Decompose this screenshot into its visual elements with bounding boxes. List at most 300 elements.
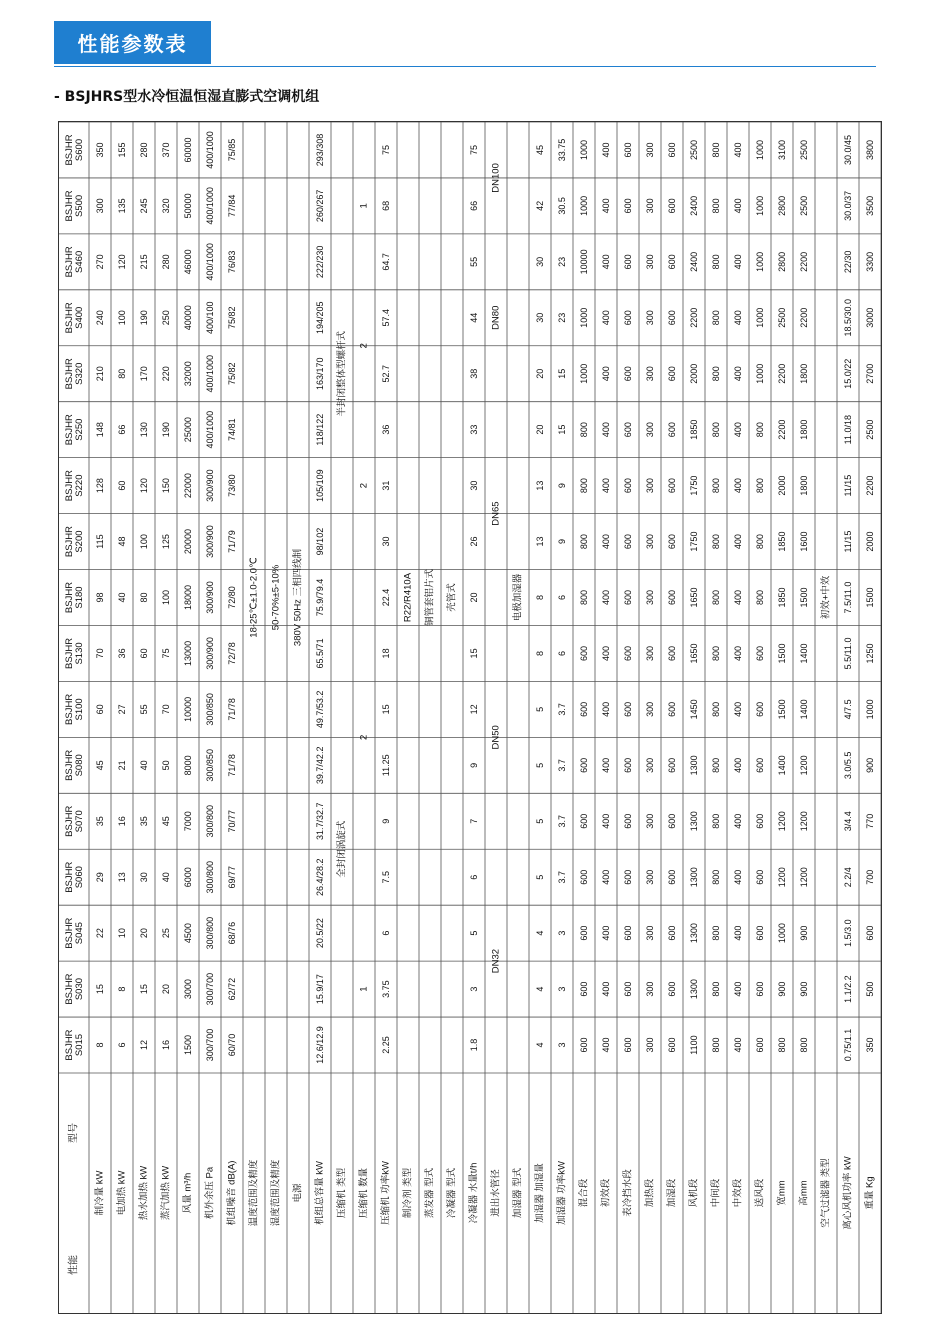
spec-value: 3300 <box>865 251 875 272</box>
spec-value: 15 <box>469 648 479 659</box>
spec-value: 600 <box>667 757 677 773</box>
spec-value: 800 <box>579 534 589 550</box>
spec-value: 10000 <box>579 249 589 275</box>
spec-value: 2500 <box>777 307 787 328</box>
spec-value: 300 <box>645 1037 655 1053</box>
spec-value: 400 <box>733 142 743 158</box>
spec-value: 300/900 <box>205 525 215 558</box>
spec-value: 210 <box>95 366 105 382</box>
spec-value: 20 <box>161 984 171 995</box>
spec-value: 30 <box>535 256 545 267</box>
spec-value: 400 <box>601 757 611 773</box>
spec-value: 1500 <box>777 643 787 664</box>
spec-value: 400 <box>733 534 743 550</box>
spec-value: 11/15 <box>843 474 853 497</box>
spec-value: 25 <box>161 928 171 939</box>
spec-value: 70/77 <box>227 809 237 833</box>
spec-value: 30 <box>139 872 149 883</box>
spec-value: 72/80 <box>227 586 237 609</box>
spec-value: 13 <box>535 480 545 491</box>
spec-value: 600 <box>623 589 633 606</box>
spec-value: 18 <box>381 648 391 659</box>
spec-value: 30 <box>381 536 391 547</box>
spec-value: 8 <box>535 594 545 601</box>
spec-value: 1650 <box>689 643 699 664</box>
spec-value: 400 <box>601 478 611 494</box>
model-name: BSJHRS460 <box>63 246 85 278</box>
spec-value: 148 <box>95 422 105 438</box>
spec-value: 400 <box>733 981 743 997</box>
spec-value: 62/72 <box>227 977 237 1001</box>
spec-value: 70 <box>161 704 171 715</box>
spec-value: 600 <box>623 645 633 661</box>
property-label: 风量 m³/h <box>182 1172 194 1214</box>
spec-value: 300/800 <box>205 860 215 894</box>
spec-value: 60 <box>117 480 127 491</box>
spec-value: 260/267 <box>315 189 325 223</box>
spec-value: 400 <box>601 925 611 941</box>
spec-value: 69/77 <box>227 865 237 889</box>
spec-value: 30.0/37 <box>843 190 853 221</box>
spec-value: 33 <box>469 424 479 435</box>
spec-value: 300 <box>645 981 655 997</box>
spec-value: 2200 <box>799 307 809 328</box>
spec-value: 16 <box>117 816 127 827</box>
spec-value: 1750 <box>689 531 699 552</box>
spec-value: 400 <box>601 142 611 158</box>
spec-value: 400 <box>733 813 743 829</box>
spec-value: 1000 <box>865 699 875 720</box>
spec-value: 75.9/79.4 <box>315 578 325 617</box>
product-subtitle: - BSJHRS型水冷恒温恒湿直膨式空调机组 <box>54 89 320 105</box>
model-name: BSJHRS180 <box>63 581 85 614</box>
spec-value: 300/850 <box>205 749 215 782</box>
spec-value: 400 <box>733 925 743 941</box>
spec-value: 60000 <box>183 137 193 163</box>
property-label: 初效段 <box>600 1178 612 1208</box>
spec-value: 120 <box>117 254 127 270</box>
spec-value: 300 <box>645 422 655 438</box>
spec-value: 400 <box>733 422 743 438</box>
spec-value: 8000 <box>183 755 193 776</box>
spec-value: 12 <box>469 704 479 715</box>
spec-value: 300 <box>645 701 655 717</box>
spec-value: 600 <box>623 366 633 382</box>
spec-value: 2200 <box>777 363 787 384</box>
spec-value: 400 <box>733 1037 743 1053</box>
spec-value: 2400 <box>689 195 699 216</box>
spec-value: 222/230 <box>315 245 325 279</box>
spec-value: 16 <box>161 1040 171 1051</box>
spec-value: 100 <box>161 589 171 606</box>
spec-value: 4 <box>535 930 545 936</box>
model-name: BSJHRS045 <box>63 917 85 949</box>
property-label: 宽mm <box>776 1180 788 1206</box>
spec-value: 800 <box>711 757 721 773</box>
spec-value: 31 <box>381 480 391 491</box>
spec-value: 800 <box>711 142 721 158</box>
spec-value: 49.7/53.2 <box>315 690 325 729</box>
spec-value: 15 <box>381 704 391 715</box>
spec-value: 3.75 <box>381 980 391 998</box>
property-label: 加湿器 功率kW <box>556 1161 568 1225</box>
spec-value: 600 <box>667 1037 677 1053</box>
spec-value: 6 <box>469 874 479 880</box>
spec-value: 600 <box>623 422 633 438</box>
spec-value: 600 <box>579 813 589 829</box>
property-label: 中效段 <box>732 1178 744 1208</box>
spec-value: 1.1/2.2 <box>843 975 853 1003</box>
spec-value: 300 <box>645 589 655 606</box>
spec-value: 300/900 <box>205 637 215 670</box>
spec-value: 15 <box>95 984 105 995</box>
spec-group-value: 2 <box>358 734 370 741</box>
spec-value: 800 <box>777 1037 787 1053</box>
spec-value: 31.7/32.7 <box>315 802 325 841</box>
spec-value: 800 <box>711 310 721 326</box>
property-label: 中间段 <box>710 1178 722 1208</box>
spec-value: 150 <box>161 478 171 494</box>
spec-value: 20000 <box>183 529 193 555</box>
spec-value: 3.7 <box>557 815 567 828</box>
spec-value: 73/80 <box>227 474 237 497</box>
spec-value: 1450 <box>689 699 699 720</box>
spec-value: 400 <box>601 589 611 606</box>
spec-value: 20 <box>139 928 149 939</box>
spec-value: 1.5/3.0 <box>843 919 853 947</box>
spec-value: 600 <box>667 366 677 382</box>
spec-value: 5 <box>535 706 545 712</box>
spec-value: 900 <box>799 981 809 997</box>
spec-value: 125 <box>161 534 171 550</box>
property-label: 冷凝器 水量t/h <box>468 1162 480 1224</box>
spec-value: 71/79 <box>227 530 237 553</box>
spec-value: 40 <box>161 872 171 883</box>
spec-value: 55 <box>469 256 479 267</box>
spec-value: 600 <box>667 422 677 438</box>
spec-value: 1200 <box>799 867 809 888</box>
spec-value: 20.5/22 <box>315 918 325 949</box>
property-label: 电加热 kW <box>116 1170 128 1216</box>
model-name: BSJHRS080 <box>63 749 85 781</box>
model-name: BSJHRS250 <box>63 414 85 446</box>
spec-value: 600 <box>623 813 633 829</box>
spec-value: 3.7 <box>557 703 567 716</box>
spec-value: 600 <box>623 757 633 773</box>
spec-value: 75 <box>469 144 479 155</box>
spec-value: 33.75 <box>557 138 567 162</box>
spec-value: 600 <box>623 310 633 326</box>
spec-value: 600 <box>623 478 633 494</box>
spec-value: 600 <box>623 701 633 717</box>
spec-value: 600 <box>667 813 677 829</box>
spec-value: 1800 <box>799 419 809 440</box>
spec-value: 40 <box>117 592 127 603</box>
spec-value: 71/78 <box>227 754 237 777</box>
spec-value: 900 <box>865 757 875 773</box>
spec-value: 1300 <box>689 811 699 832</box>
spec-value: 800 <box>711 478 721 494</box>
property-label: 加湿段 <box>666 1178 678 1208</box>
spec-value: 3 <box>557 930 567 936</box>
spec-value: 400 <box>601 981 611 997</box>
spec-value: 1650 <box>689 587 699 608</box>
spec-value: 1200 <box>799 755 809 776</box>
spec-value: 42 <box>535 200 545 211</box>
spec-value: 1400 <box>799 699 809 720</box>
spec-value: 700 <box>865 869 875 885</box>
spec-value: 280 <box>139 142 149 158</box>
spec-value: 11.25 <box>381 754 391 777</box>
spec-value: 190 <box>161 422 171 438</box>
spec-value: 20 <box>469 592 479 603</box>
spec-value: 2800 <box>777 251 787 272</box>
spec-value: 4/7.5 <box>843 699 853 720</box>
spec-value: 9 <box>469 762 479 768</box>
spec-value: 1250 <box>865 643 875 664</box>
spec-value: 5 <box>469 930 479 936</box>
spec-value: 300/900 <box>205 469 215 502</box>
model-name: BSJHRS400 <box>63 302 85 334</box>
property-label: 温度范围及精度 <box>248 1159 260 1227</box>
spec-value: 800 <box>711 981 721 997</box>
spec-value: 800 <box>711 198 721 214</box>
property-label: 机组总容量 kW <box>314 1161 326 1225</box>
spec-value: 30.0/45 <box>843 134 853 165</box>
spec-value: 120 <box>139 478 149 494</box>
spec-value: 20 <box>535 424 545 435</box>
spec-value: 11/15 <box>843 530 853 553</box>
spec-value: 1100 <box>689 1035 699 1055</box>
spec-value: 6 <box>381 930 391 936</box>
spec-group-value: 全封闭涡旋式 <box>336 820 348 878</box>
property-label: 蒸发器 型式 <box>424 1167 436 1219</box>
spec-value: 1200 <box>799 811 809 832</box>
spec-value: 2500 <box>865 419 875 440</box>
spec-value: 1000 <box>755 251 765 272</box>
property-label: 送风段 <box>754 1178 766 1208</box>
spec-value: 2500 <box>689 139 699 160</box>
spec-value: 52.7 <box>381 364 391 383</box>
spec-value: 800 <box>711 366 721 382</box>
spec-value: 600 <box>755 981 765 997</box>
property-label: 进出水管径 <box>490 1169 502 1217</box>
spec-value: 600 <box>667 645 677 661</box>
spec-value: 100 <box>117 310 127 326</box>
spec-value: 155 <box>117 142 127 158</box>
spec-value: 80 <box>117 368 127 379</box>
spec-value: 400 <box>601 645 611 661</box>
spec-value: 800 <box>755 589 765 606</box>
spec-value: 1400 <box>777 755 787 776</box>
spec-group-value: DN50 <box>490 725 502 750</box>
spec-group-value: DN65 <box>490 501 502 526</box>
spec-value: 800 <box>711 813 721 829</box>
spec-value: 400/1000 <box>205 131 215 169</box>
model-name: BSJHRS500 <box>63 190 85 222</box>
spec-span-value: R22/R410A <box>402 572 414 623</box>
spec-value: 1300 <box>689 923 699 944</box>
spec-value: 800 <box>711 254 721 270</box>
model-name: BSJHRS600 <box>63 134 85 166</box>
spec-value: 4 <box>535 986 545 992</box>
spec-value: 800 <box>579 422 589 438</box>
spec-value: 300/900 <box>205 581 215 614</box>
model-name: BSJHRS060 <box>63 861 85 893</box>
spec-value: 770 <box>865 813 875 829</box>
spec-value: 128 <box>95 478 105 494</box>
spec-value: 20 <box>535 368 545 379</box>
spec-value: 46000 <box>183 249 193 275</box>
spec-value: 115 <box>95 534 105 549</box>
spec-value: 98/102 <box>315 527 325 556</box>
spec-value: 600 <box>623 925 633 941</box>
spec-value: 1600 <box>799 531 809 552</box>
spec-value: 9 <box>557 539 567 545</box>
spec-value: 600 <box>579 757 589 773</box>
spec-value: 400 <box>601 701 611 717</box>
spec-table-frame <box>58 121 882 1314</box>
property-label: 湿度范围及精度 <box>270 1159 282 1227</box>
spec-value: 1500 <box>799 587 809 608</box>
spec-value: 400 <box>733 478 743 494</box>
spec-value: 4500 <box>183 923 193 944</box>
spec-value: 800 <box>755 534 765 550</box>
property-label: 电源 <box>292 1183 304 1203</box>
spec-value: 300/800 <box>205 916 215 950</box>
spec-value: 6 <box>557 650 567 656</box>
spec-value: 15 <box>557 368 567 379</box>
spec-value: 15 <box>139 984 149 995</box>
spec-value: 1500 <box>183 1035 193 1056</box>
spec-value: 60/70 <box>227 1033 237 1057</box>
spec-value: 75/85 <box>227 138 237 162</box>
spec-value: 250 <box>161 310 171 326</box>
spec-value: 350 <box>95 142 105 158</box>
spec-value: 65.5/71 <box>315 638 325 669</box>
property-label: 重量 Kg <box>864 1176 876 1210</box>
spec-value: 1200 <box>777 867 787 888</box>
spec-value: 2700 <box>865 363 875 384</box>
spec-value: 1750 <box>689 475 699 496</box>
spec-value: 4 <box>535 1042 545 1048</box>
spec-value: 64.7 <box>381 253 391 271</box>
spec-value: 194/205 <box>315 301 325 335</box>
spec-value: 3/4.4 <box>843 811 853 832</box>
spec-value: 75 <box>161 648 171 659</box>
badge-underline <box>54 66 876 67</box>
spec-value: 800 <box>711 645 721 661</box>
spec-value: 300/700 <box>205 972 215 1006</box>
spec-value: 7000 <box>183 811 193 832</box>
spec-value: 800 <box>755 478 765 494</box>
spec-value: 170 <box>139 366 149 382</box>
spec-value: 22 <box>95 928 105 939</box>
property-label: 冷凝器 型式 <box>446 1167 458 1219</box>
spec-value: 130 <box>139 422 149 438</box>
spec-value: 8 <box>535 650 545 656</box>
spec-value: 39.7/42.2 <box>315 746 325 785</box>
spec-span-value: 壳管式 <box>446 583 458 612</box>
property-label: 机外余压 Pa <box>204 1166 216 1220</box>
spec-value: 600 <box>623 1037 633 1053</box>
spec-value: 3500 <box>865 195 875 216</box>
spec-value: 400/1000 <box>205 243 215 281</box>
spec-value: 71/78 <box>227 698 237 721</box>
spec-value: 900 <box>799 925 809 941</box>
spec-value: 26.4/28.2 <box>315 858 325 896</box>
spec-value: 23 <box>557 312 567 323</box>
spec-value: 22000 <box>183 473 193 499</box>
spec-value: 3100 <box>777 139 787 160</box>
property-label: 压缩机 数量 <box>358 1167 370 1219</box>
property-label: 热水加热 kW <box>138 1165 150 1221</box>
spec-group-value: DN80 <box>490 305 502 330</box>
spec-value: 45 <box>95 760 105 771</box>
spec-value: 800 <box>711 925 721 941</box>
model-name: BSJHRS030 <box>63 973 85 1005</box>
spec-value: 2200 <box>689 307 699 328</box>
spec-value: 245 <box>139 198 149 214</box>
spec-value: 600 <box>667 198 677 214</box>
spec-value: 800 <box>711 701 721 717</box>
spec-value: 2200 <box>865 475 875 496</box>
spec-span-value: 铜管套铝片式 <box>424 568 436 627</box>
spec-value: 370 <box>161 142 171 158</box>
spec-value: 400 <box>733 198 743 214</box>
spec-value: 35 <box>139 816 149 827</box>
spec-table <box>59 122 881 1313</box>
spec-value: 1300 <box>689 755 699 776</box>
model-name: BSJHRS200 <box>63 525 85 558</box>
spec-value: 3 <box>557 986 567 992</box>
property-label: 加湿器 型式 <box>512 1167 524 1219</box>
spec-group-value: DN32 <box>490 948 502 974</box>
spec-value: 1200 <box>777 811 787 832</box>
spec-value: 900 <box>777 981 787 997</box>
spec-span-value: 初效+中效 <box>820 575 832 620</box>
spec-value: 400 <box>601 422 611 438</box>
spec-span-value: 18-25℃±1.0-2.0℃ <box>248 557 260 638</box>
property-label: 空气过滤器 类型 <box>820 1158 832 1228</box>
spec-value: 55 <box>139 704 149 715</box>
spec-value: 8 <box>117 986 127 992</box>
model-name: BSJHRS220 <box>63 470 85 502</box>
spec-value: 600 <box>579 925 589 941</box>
spec-value: 400 <box>601 534 611 550</box>
spec-value: 2200 <box>777 419 787 440</box>
spec-value: 45 <box>535 144 545 155</box>
spec-group-value: 1 <box>358 986 370 992</box>
spec-value: 800 <box>799 1037 809 1053</box>
spec-value: 13 <box>535 536 545 547</box>
property-label: 高mm <box>798 1180 810 1206</box>
spec-value: 30.5 <box>557 197 567 215</box>
spec-value: 45 <box>161 816 171 827</box>
spec-value: 1800 <box>799 475 809 496</box>
spec-value: 400 <box>601 198 611 214</box>
spec-value: 50 <box>161 760 171 771</box>
spec-value: 600 <box>579 869 589 885</box>
spec-value: 1000 <box>579 195 589 216</box>
property-label: 风机段 <box>688 1178 700 1208</box>
spec-value: 215 <box>139 254 149 270</box>
spec-span-value: 电极加湿器 <box>512 573 524 622</box>
spec-value: 30 <box>469 480 479 491</box>
spec-span-value: 380V 50Hz 三相四线制 <box>292 548 304 647</box>
spec-value: 8 <box>95 1042 105 1048</box>
spec-value: 1000 <box>755 139 765 160</box>
